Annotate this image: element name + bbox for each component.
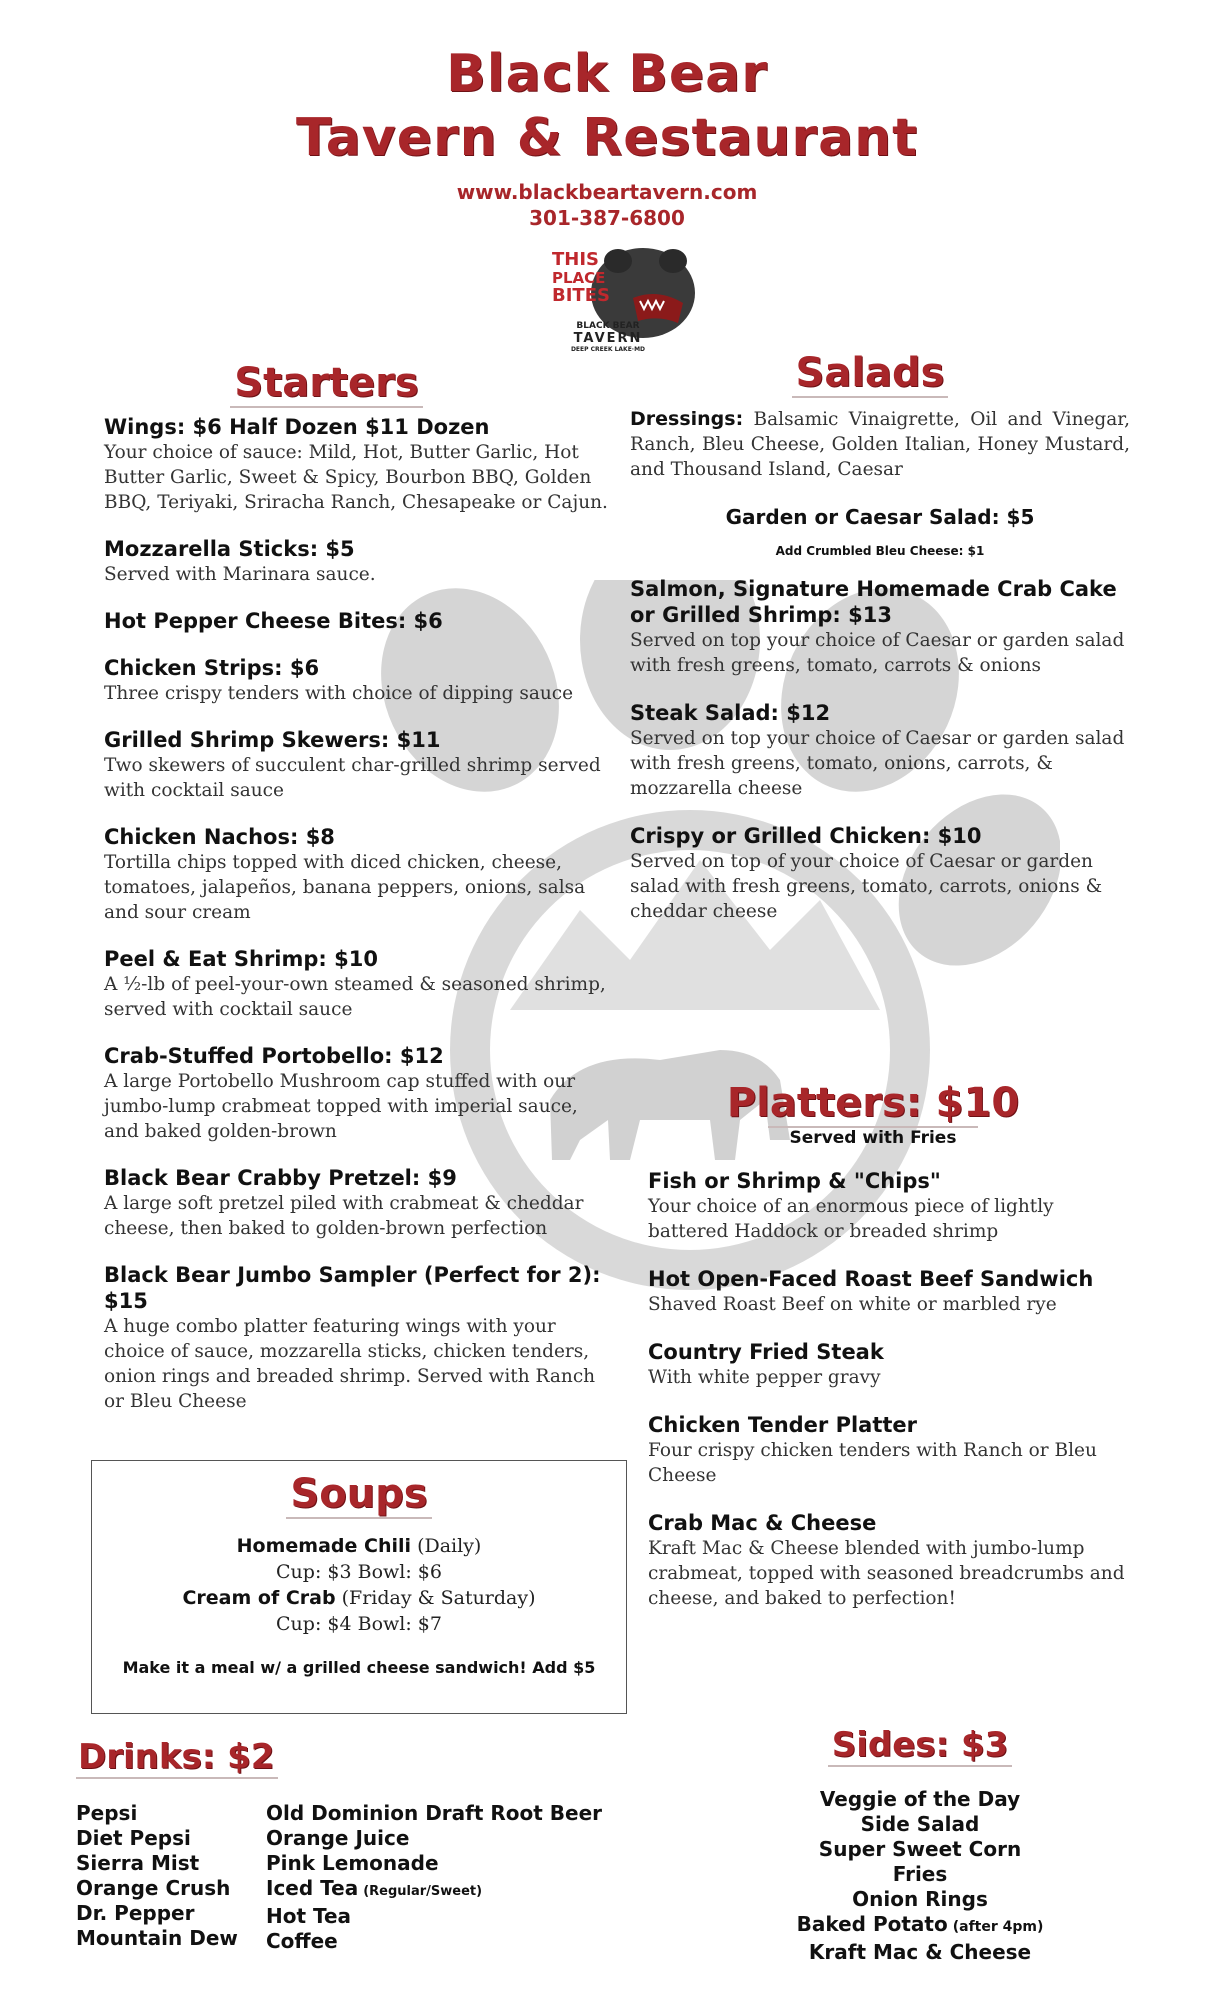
platter-item-name: Fish or Shrimp & "Chips" — [648, 1169, 941, 1193]
soups-box — [91, 1460, 627, 1714]
drinks-title: Drinks: $2 — [76, 1737, 278, 1779]
drink-item-label: Orange Juice — [266, 1826, 410, 1850]
chili-name: Homemade Chili — [236, 1535, 412, 1557]
starter-item — [104, 727, 609, 803]
drink-item-label: Orange Crush — [76, 1876, 231, 1900]
salad-item-description: Served on top your choice of Caesar or garden salad with fresh greens, tomato, carrots & onions — [630, 630, 1125, 676]
chili-price: Cup: $3 Bowl: $6 — [276, 1561, 442, 1583]
drink-item-label: Sierra Mist — [76, 1851, 200, 1875]
drink-item-label: Iced Tea — [266, 1876, 359, 1900]
salads-list — [630, 576, 1130, 924]
side-item-label: Super Sweet Corn — [818, 1837, 1022, 1861]
starter-item-name: Black Bear Jumbo Sampler (Perfect for 2): $15 — [104, 1263, 601, 1313]
restaurant-title-line1: Black Bear — [446, 44, 768, 104]
drink-item — [76, 1901, 266, 1926]
platter-item — [648, 1412, 1138, 1488]
drink-item-label: Coffee — [266, 1929, 338, 1953]
starter-item-description: Three crispy tenders with choice of dipping sauce — [104, 683, 574, 704]
starters-list — [104, 414, 609, 1414]
sides-section — [720, 1725, 1120, 1965]
platter-item — [648, 1339, 1138, 1390]
starter-item-name: Chicken Strips: $6 — [104, 656, 320, 680]
starter-item — [104, 414, 609, 515]
starter-item — [104, 1043, 609, 1144]
phone-number: 301-387-6800 — [529, 206, 685, 230]
drink-item — [266, 1876, 602, 1904]
drink-item-label: Pink Lemonade — [266, 1851, 439, 1875]
drinks-section — [76, 1737, 616, 1954]
platter-item — [648, 1510, 1138, 1611]
side-item-label: Veggie of the Day — [819, 1787, 1021, 1811]
salad-item — [630, 823, 1130, 924]
platter-item-description: Four crispy chicken tenders with Ranch or Bleu Cheese — [648, 1440, 1097, 1486]
starter-item-description: Served with Marinara sauce. — [104, 564, 376, 585]
starter-item-name: Peel & Eat Shrimp: $10 — [104, 947, 378, 971]
starter-item — [104, 1262, 609, 1414]
salads-section — [630, 350, 1130, 946]
drink-item — [266, 1851, 602, 1876]
side-item — [720, 1837, 1120, 1862]
platter-item-name: Crab Mac & Cheese — [648, 1511, 877, 1535]
starter-item-name: Mozzarella Sticks: $5 — [104, 537, 355, 561]
crab-soup-note: (Friday & Saturday) — [341, 1587, 536, 1609]
starter-item — [104, 824, 609, 925]
side-item-label: Fries — [892, 1862, 948, 1886]
logo-bites: BITES — [552, 285, 610, 306]
salad-item — [630, 576, 1130, 678]
platters-section — [648, 1080, 1138, 1633]
drink-item-label: Mountain Dew — [76, 1926, 238, 1950]
starters-section — [104, 360, 609, 1435]
platter-item-name: Country Fried Steak — [648, 1340, 884, 1364]
platter-item-name: Chicken Tender Platter — [648, 1413, 918, 1437]
starter-item-name: Crab-Stuffed Portobello: $12 — [104, 1044, 444, 1068]
drink-item — [76, 1876, 266, 1901]
side-item — [720, 1940, 1120, 1965]
drink-item — [266, 1826, 602, 1851]
logo-this: THIS — [552, 249, 600, 270]
platter-item-description: Shaved Roast Beef on white or marbled rye — [648, 1294, 1057, 1315]
crab-soup-price: Cup: $4 Bowl: $7 — [276, 1613, 442, 1635]
drink-item-label: Old Dominion Draft Root Beer — [266, 1801, 603, 1825]
salads-title: Salads — [792, 350, 949, 398]
drink-item — [76, 1801, 266, 1826]
chili-note: (Daily) — [417, 1535, 482, 1557]
platter-item-description: Your choice of an enormous piece of lightly battered Haddock or breaded shrimp — [648, 1196, 1054, 1242]
starter-item-name: Chicken Nachos: $8 — [104, 825, 335, 849]
salad-item — [630, 700, 1130, 801]
drink-item — [76, 1826, 266, 1851]
starter-item — [104, 1165, 609, 1241]
starter-item-description: A ½-lb of peel-your-own steamed & seasoned shrimp, served with cocktail sauce — [104, 974, 606, 1020]
salad-item-name: Salmon, Signature Homemade Crab Cake or Grilled Shrimp: $13 — [630, 577, 1117, 627]
platter-item — [648, 1168, 1138, 1244]
iced-tea-note: (Regular/Sweet) — [363, 1884, 483, 1899]
platters-list — [648, 1168, 1138, 1611]
bear-logo — [548, 243, 700, 363]
starter-item-name: Grilled Shrimp Skewers: $11 — [104, 728, 441, 752]
starter-item-name: Wings: $6 Half Dozen $11 Dozen — [104, 415, 490, 439]
drinks-column-1 — [76, 1801, 266, 1954]
side-item-label: Side Salad — [860, 1812, 980, 1836]
logo-location: DEEP CREEK LAKE·MD — [570, 346, 646, 353]
salad-item-name: Steak Salad: $12 — [630, 701, 831, 725]
side-item — [720, 1862, 1120, 1887]
dressings-text: Balsamic Vinaigrette, Oil and Vinegar, Ranch, Bleu Cheese, Golden Italian, Honey Mustard, and Thousand Island, Caesar — [630, 409, 1130, 480]
sides-title: Sides: $3 — [828, 1725, 1013, 1767]
bleu-addon: Add Crumbled Bleu Cheese: $1 — [775, 544, 985, 558]
logo-black-bear: BLACK BEAR — [576, 321, 640, 331]
side-item — [720, 1812, 1120, 1837]
starter-item — [104, 655, 609, 706]
drink-item — [266, 1801, 602, 1826]
drink-item-label: Dr. Pepper — [76, 1901, 195, 1925]
meal-note: Make it a meal w/ a grilled cheese sandwich! Add $5 — [122, 1658, 596, 1677]
starter-item — [104, 536, 609, 587]
starter-item — [104, 946, 609, 1022]
side-item — [720, 1787, 1120, 1812]
platter-item-description: With white pepper gravy — [648, 1367, 881, 1388]
dressings-label: Dressings: — [630, 408, 744, 430]
starter-item-description: A large soft pretzel piled with crabmeat & cheddar cheese, then baked to golden-brown perfection — [104, 1193, 584, 1239]
side-item — [720, 1887, 1120, 1912]
salad-item-description: Served on top your choice of Caesar or garden salad with fresh greens, tomato, onions, carrots, & mozzarella cheese — [630, 728, 1125, 799]
platter-item — [648, 1266, 1138, 1317]
side-item-label: Onion Rings — [852, 1887, 988, 1911]
drink-item-label: Pepsi — [76, 1801, 138, 1825]
starter-item — [104, 608, 609, 634]
salad-item-name: Crispy or Grilled Chicken: $10 — [630, 824, 982, 848]
platter-item-description: Kraft Mac & Cheese blended with jumbo-lump crabmeat, topped with seasoned breadcrumbs and cheese, and baked to perfection! — [648, 1538, 1125, 1609]
platter-item-name: Hot Open-Faced Roast Beef Sandwich — [648, 1267, 1094, 1291]
website-link[interactable]: www.blackbeartavern.com — [456, 180, 758, 204]
drink-item-label: Hot Tea — [266, 1904, 352, 1928]
starter-item-description: Two skewers of succulent char-grilled shrimp served with cocktail sauce — [104, 755, 601, 801]
logo-place: PLACE — [552, 269, 606, 287]
starter-item-name: Black Bear Crabby Pretzel: $9 — [104, 1166, 457, 1190]
starter-item-description: A huge combo platter featuring wings with your choice of sauce, mozzarella sticks, chicken tenders, onion rings and breaded shrimp. Served with Ranch or Bleu Cheese — [104, 1316, 596, 1412]
side-item — [720, 1912, 1120, 1940]
starters-title: Starters — [230, 360, 422, 408]
soups-title: Soups — [286, 1471, 431, 1519]
side-item-label: Kraft Mac & Cheese — [808, 1940, 1032, 1964]
starter-item-description: A large Portobello Mushroom cap stuffed with our jumbo-lump crabmeat topped with imperial sauce, and baked golden-brown — [104, 1071, 578, 1142]
starter-item-description: Tortilla chips topped with diced chicken, cheese, tomatoes, jalapeños, banana peppers, onions, salsa and sour cream — [104, 852, 586, 923]
starter-item-description: Your choice of sauce: Mild, Hot, Butter Garlic, Hot Butter Garlic, Sweet & Spicy, Bourbon BBQ, Golden BBQ, Teriyaki, Sriracha Ranch, Chesapeake or Cajun. — [104, 442, 608, 513]
starter-item-name: Hot Pepper Cheese Bites: $6 — [104, 609, 443, 633]
drinks-column-2 — [266, 1801, 602, 1954]
platters-title: Platters: $10 — [726, 1080, 1020, 1126]
drink-item — [266, 1929, 602, 1954]
sides-list — [720, 1787, 1120, 1965]
drink-item — [76, 1926, 266, 1951]
crab-soup-name: Cream of Crab — [182, 1587, 336, 1609]
baked-potato-note: (after 4pm) — [952, 1919, 1044, 1935]
drink-item — [76, 1851, 266, 1876]
drink-item-label: Diet Pepsi — [76, 1826, 191, 1850]
garden-salad: Garden or Caesar Salad: $5 — [725, 505, 1035, 529]
side-item-label: Baked Potato — [796, 1912, 948, 1936]
logo-tavern: TAVERN — [573, 331, 643, 346]
platters-subtitle: Served with Fries — [768, 1126, 978, 1148]
drink-item — [266, 1904, 602, 1929]
restaurant-title-line2: Tavern & Restaurant — [295, 108, 919, 168]
salad-item-description: Served on top of your choice of Caesar or garden salad with fresh greens, tomato, carrots, onions & cheddar cheese — [630, 851, 1103, 922]
